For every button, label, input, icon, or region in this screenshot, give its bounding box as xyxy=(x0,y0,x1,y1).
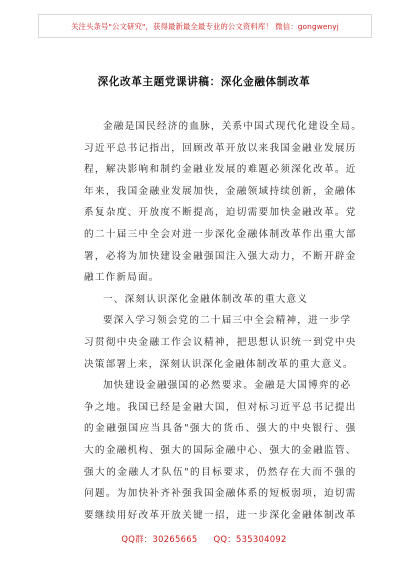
paragraph-line: 争之地。我国已经是金融大国，但对标习近平总书记提出 xyxy=(84,401,356,413)
paragraph-line: 要继续用好改革开放关键一招，进一步深化金融体制改革 xyxy=(84,509,356,521)
paragraph-line: 强大的金融人才队伍"的目标要求，仍然存在大而不强的 xyxy=(84,466,356,478)
paragraph-line: 决策部署上来，深刻认识深化金融体制改革的重大意义。 xyxy=(84,358,354,370)
paragraph-line: 习近平总书记指出，回顾改革开放以来我国金融业发展历 xyxy=(84,142,356,154)
document-title: 深化改革主题党课讲稿：深化金融体制改革 xyxy=(97,76,311,88)
paragraph-line: 程，解决影响和制约金融业发展的难题必须深化改革。近 xyxy=(84,164,356,176)
paragraph-line: 系复杂度、开放度不断提高，迫切需要加快金融改革。党 xyxy=(84,207,356,219)
section-heading: 一、深刻认识深化金融体制改革的重大意义 xyxy=(103,293,309,305)
footer-contacts xyxy=(0,533,408,545)
paragraph-line: 金融是国民经济的血脉，关系中国式现代化建设全局。 xyxy=(103,121,363,132)
paragraph-line: 的金融强国应当具备"强大的货币、强大的中央银行、强 xyxy=(84,423,356,435)
qq-group-number: QQ群：30265665 xyxy=(121,534,198,544)
paragraph-line: 问题。为加快补齐补强我国金融体系的短板弱项，迫切需 xyxy=(84,488,356,500)
document-body xyxy=(84,116,363,526)
header-banner xyxy=(38,14,372,38)
header-banner-text: 关注头条号"公文研究"，获得最新最全最专业的公文资料库！ 微信：gongwenyj xyxy=(71,21,339,31)
paragraph-line: 署，必将为加快建设金融强国注入强大动力，不断开辟金 xyxy=(84,250,356,262)
paragraph-line: 要深入学习领会党的二十届三中全会精神，进一步学 xyxy=(103,315,352,327)
qq-number: QQ：535304092 xyxy=(213,534,287,544)
paragraph-line: 年来，我国金融业发展加快，金融领域持续创新，金融体 xyxy=(84,185,356,197)
paragraph-line: 习贯彻中央金融工作会议精神，把思想认识统一到党中央 xyxy=(84,336,356,348)
paragraph-line: 的二十届三中全会对进一步深化金融体制改革作出重大部 xyxy=(84,228,356,240)
paragraph-line: 融工作新局面。 xyxy=(84,272,160,284)
paragraph-line: 大的金融机构、强大的国际金融中心、强大的金融监管、 xyxy=(84,444,356,456)
paragraph-line: 加快建设金融强国的必然要求。金融是大国博弈的必 xyxy=(103,380,352,392)
